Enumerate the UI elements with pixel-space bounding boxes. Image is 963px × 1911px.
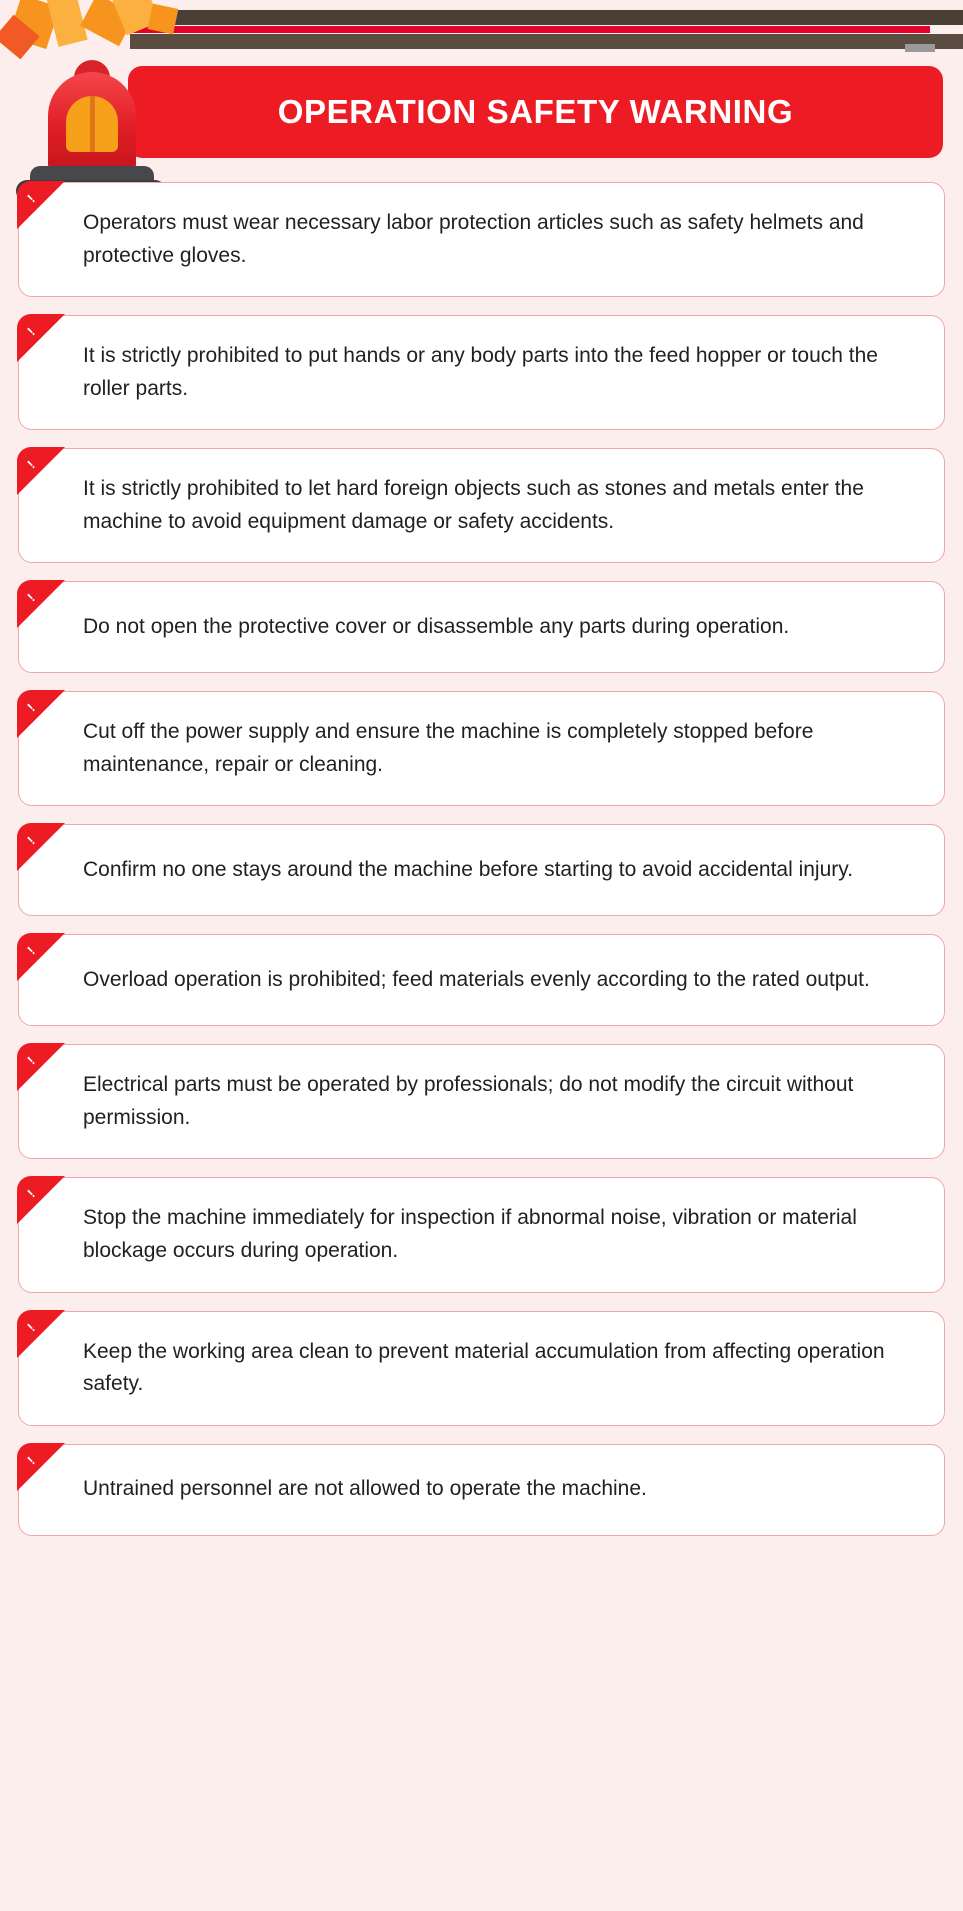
safety-rules-list — [0, 182, 963, 1576]
siren-light-icon — [10, 44, 170, 204]
exclamation-icon: ! — [24, 1320, 38, 1334]
rule-text: Do not open the protective cover or disassemble any parts during operation. — [83, 615, 790, 638]
list-item — [18, 1311, 945, 1426]
orange-shape-6 — [148, 4, 179, 35]
siren-lens — [66, 96, 118, 152]
exclamation-icon: ! — [24, 324, 38, 339]
warning-corner-flag-icon — [17, 823, 65, 871]
exclamation-icon: ! — [24, 833, 38, 848]
list-item — [18, 315, 945, 430]
rule-text: Keep the working area clean to prevent material accumulation from affecting operation safety. — [83, 1339, 885, 1396]
rule-text: It is strictly prohibited to put hands or any body parts into the feed hopper or touch the roller parts. — [83, 344, 878, 400]
orange-shape-3 — [80, 0, 136, 46]
header-banner — [128, 66, 943, 158]
list-item — [18, 182, 945, 297]
warning-corner-flag-icon — [17, 181, 65, 229]
exclamation-icon: ! — [24, 1453, 38, 1467]
rule-text: Operators must wear necessary labor protection articles such as safety helmets and protective gloves. — [83, 211, 864, 267]
warning-corner-flag-icon — [17, 447, 65, 495]
list-item — [18, 1177, 945, 1292]
warning-corner-flag-icon — [17, 1176, 65, 1224]
list-item — [18, 1044, 945, 1159]
rule-text: Cut off the power supply and ensure the machine is completely stopped before maintenance, repair or cleaning. — [83, 720, 814, 776]
list-item — [18, 1444, 945, 1536]
warning-corner-flag-icon — [17, 314, 65, 362]
list-item — [18, 824, 945, 916]
dark-bar-lower — [130, 34, 963, 49]
warning-corner-flag-icon — [17, 690, 65, 738]
exclamation-icon: ! — [24, 457, 38, 472]
warning-corner-flag-icon — [17, 933, 65, 981]
warning-corner-flag-icon — [17, 580, 65, 628]
rule-text: It is strictly prohibited to let hard foreign objects such as stones and metals enter the machine to avoid equipment damage or safety accidents. — [83, 477, 864, 533]
orange-shape-2 — [46, 0, 87, 47]
rule-text: Stop the machine immediately for inspection if abnormal noise, vibration or material blockage occurs during operation. — [83, 1206, 857, 1263]
poster-header — [0, 66, 963, 158]
list-item — [18, 448, 945, 563]
rule-text: Overload operation is prohibited; feed materials evenly according to the rated output. — [83, 968, 870, 992]
rule-text: Confirm no one stays around the machine before starting to avoid accidental injury. — [83, 858, 854, 882]
warning-corner-flag-icon — [17, 1443, 65, 1491]
list-item — [18, 581, 945, 673]
warning-corner-flag-icon — [17, 1310, 65, 1358]
exclamation-icon: ! — [24, 191, 38, 206]
page-title: OPERATION SAFETY WARNING — [277, 93, 794, 130]
warning-corner-flag-icon — [17, 1043, 65, 1091]
exclamation-icon: ! — [24, 700, 38, 715]
rule-text: Untrained personnel are not allowed to operate the machine. — [83, 1477, 647, 1501]
exclamation-icon: ! — [24, 943, 38, 958]
grey-bar-tip — [905, 44, 935, 52]
exclamation-icon: ! — [24, 1053, 38, 1068]
exclamation-icon: ! — [24, 590, 38, 605]
dark-bar-upper — [130, 10, 963, 25]
orange-shape-4 — [112, 0, 160, 35]
list-item — [18, 691, 945, 806]
list-item — [18, 934, 945, 1026]
red-accent-bar — [130, 26, 930, 33]
rule-text: Electrical parts must be operated by professionals; do not modify the circuit without permission. — [83, 1073, 854, 1129]
orange-shape-1 — [8, 0, 60, 49]
exclamation-icon: ! — [24, 1186, 38, 1201]
